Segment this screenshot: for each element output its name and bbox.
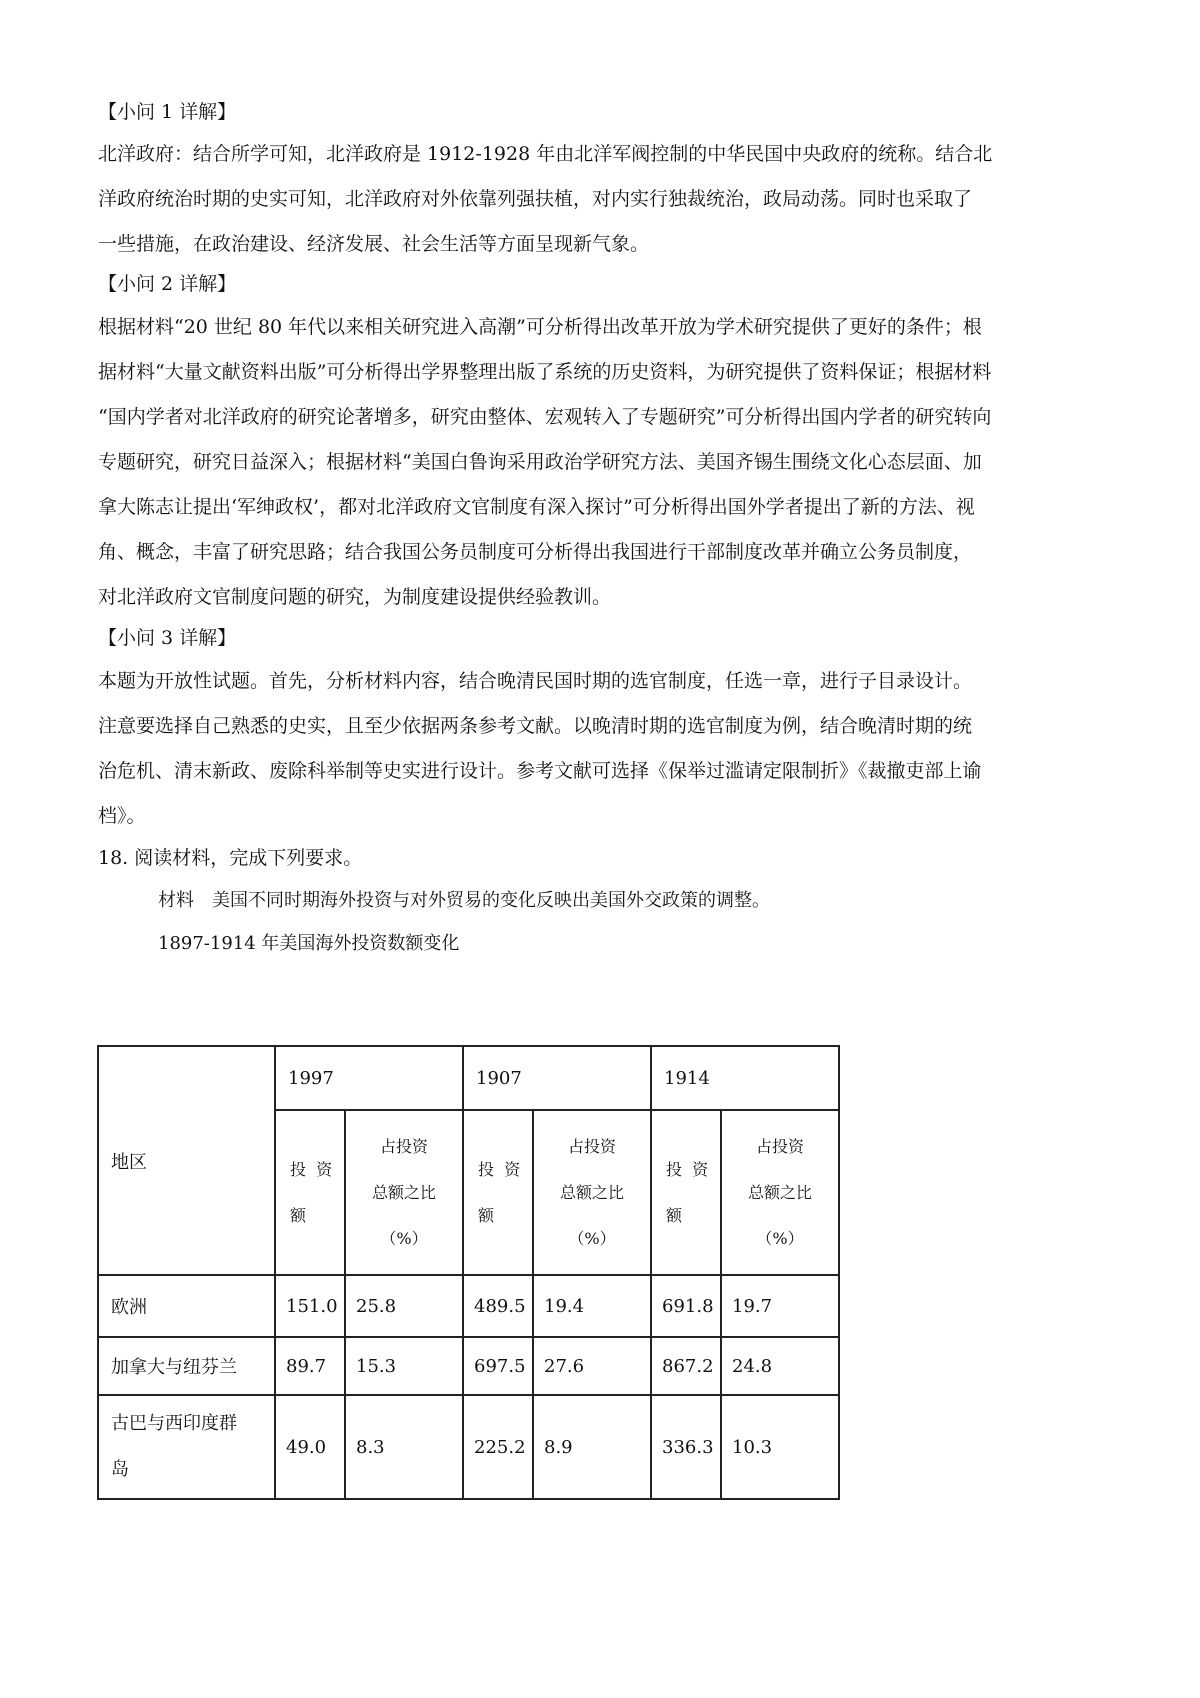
share-header-line: （%）: [568, 1228, 616, 1248]
value-cell: 10.3: [721, 1395, 839, 1499]
section2-line-5: 拿大陈志让提出‘军绅政权’，都对北洋政府文官制度有深入探讨”可分析得出国外学者提出了新的方法、视: [98, 496, 975, 518]
share-header-cell: [345, 1110, 463, 1275]
section3-line-2: 注意要选择自己熟悉的史实，且至少依据两条参考文献。以晚清时期的选官制度为例，结合晚清时期的统: [98, 715, 973, 737]
region-cell: 古巴与西印度群 岛: [98, 1395, 275, 1499]
value-cell: 19.7: [721, 1275, 839, 1337]
value-cell: 24.8: [721, 1337, 839, 1395]
section2-line-7: 对北洋政府文官制度问题的研究，为制度建设提供经验教训。: [98, 586, 612, 608]
section1-line-2: 洋政府统治时期的史实可知，北洋政府对外依靠列强扶植，对内实行独裁统治，政局动荡。同时也采取了: [98, 188, 973, 210]
section2-line-4: 专题研究，研究日益深入；根据材料“美国白鲁询采用政治学研究方法、美国齐锡生围绕文化心态层面、加: [98, 451, 982, 473]
section2-line-6: 角、概念，丰富了研究思路；结合我国公务员制度可分析得出我国进行干部制度改革并确立公务员制度，: [98, 541, 973, 563]
amount-header-line: 投 资: [666, 1159, 709, 1179]
year-header-cell: [651, 1046, 839, 1110]
question18-prompt: 18. 阅读材料，完成下列要求。: [98, 847, 363, 869]
year-header-cell: [275, 1046, 463, 1110]
amount-header-cell: [651, 1110, 721, 1275]
region-cell: 加拿大与纽芬兰: [98, 1337, 275, 1395]
value-cell: 89.7: [275, 1337, 345, 1395]
amount-header-line: 投 资: [478, 1159, 521, 1179]
table-row: [98, 1337, 839, 1395]
share-header-cell: [721, 1110, 839, 1275]
value-cell: 489.5: [463, 1275, 533, 1337]
amount-header-cell: [275, 1110, 345, 1275]
value-cell: 19.4: [533, 1275, 651, 1337]
share-header-line: 占投资: [567, 1136, 616, 1156]
value-cell: 225.2: [463, 1395, 533, 1499]
section2-line-1: 根据材料“20 世纪 80 年代以来相关研究进入高潮”可分析得出改革开放为学术研究提供了更好的条件；根: [98, 316, 982, 338]
table-row: [98, 1275, 839, 1337]
amount-header-line: 额: [666, 1205, 683, 1225]
table-row: [98, 1395, 839, 1499]
table-year-header-row: [98, 1046, 839, 1110]
section3-line-1: 本题为开放性试题。首先，分析材料内容，结合晚清民国时期的选官制度，任选一章，进行子目录设计。: [98, 670, 973, 692]
share-header-line: 总额之比: [371, 1182, 436, 1202]
value-cell: 697.5: [463, 1337, 533, 1395]
section1-line-3: 一些措施，在政治建设、经济发展、社会生活等方面呈现新气象。: [98, 233, 650, 255]
section2-heading: 【小问 2 详解】: [98, 273, 237, 295]
region-header-cell: [98, 1046, 275, 1275]
share-header-line: 总额之比: [559, 1182, 624, 1202]
region-header: 地区: [111, 1151, 147, 1173]
year-header: 1914: [664, 1067, 710, 1089]
amount-header-line: 额: [478, 1205, 495, 1225]
section3-line-4: 档》。: [98, 805, 146, 827]
value-cell: 336.3: [651, 1395, 721, 1499]
value-cell: 15.3: [345, 1337, 463, 1395]
share-header-line: 占投资: [379, 1136, 428, 1156]
section3-line-3: 治危机、清末新政、废除科举制等史实进行设计。参考文献可选择《保举过滥请定限制折》《裁撤吏部上谕: [98, 760, 982, 782]
share-header-cell: [533, 1110, 651, 1275]
value-cell: 27.6: [533, 1337, 651, 1395]
section2-line-2: 据材料“大量文献资料出版”可分析得出学界整理出版了系统的历史资料，为研究提供了资料保证；根据材料: [98, 361, 992, 383]
section1-heading: 【小问 1 详解】: [98, 101, 237, 123]
table-title: 1897-1914 年美国海外投资数额变化: [158, 933, 460, 954]
share-header-line: （%）: [756, 1228, 804, 1248]
value-cell: 8.9: [533, 1395, 651, 1499]
section1-line-1: 北洋政府：结合所学可知，北洋政府是 1912-1928 年由北洋军阀控制的中华民国中央政府的统称。结合北: [98, 143, 993, 165]
value-cell: 49.0: [275, 1395, 345, 1499]
value-cell: 867.2: [651, 1337, 721, 1395]
value-cell: 691.8: [651, 1275, 721, 1337]
value-cell: 8.3: [345, 1395, 463, 1499]
share-header-line: （%）: [380, 1228, 428, 1248]
amount-header-cell: [463, 1110, 533, 1275]
section3-heading: 【小问 3 详解】: [98, 627, 237, 649]
share-header-line: 占投资: [755, 1136, 804, 1156]
value-cell: 151.0: [275, 1275, 345, 1337]
section2-line-3: “国内学者对北洋政府的研究论著增多，研究由整体、宏观转入了专题研究”可分析得出国内学者的研究转向: [98, 406, 992, 428]
region-cell: 欧洲: [98, 1275, 275, 1337]
year-header: 1997: [288, 1067, 334, 1089]
investment-table: [97, 1045, 840, 1500]
amount-header-line: 额: [290, 1205, 307, 1225]
year-header: 1907: [476, 1067, 522, 1089]
share-header-line: 总额之比: [747, 1182, 812, 1202]
value-cell: 25.8: [345, 1275, 463, 1337]
year-header-cell: [463, 1046, 651, 1110]
amount-header-line: 投 资: [290, 1159, 333, 1179]
question18-material: 材料 美国不同时期海外投资与对外贸易的变化反映出美国外交政策的调整。: [158, 890, 770, 911]
